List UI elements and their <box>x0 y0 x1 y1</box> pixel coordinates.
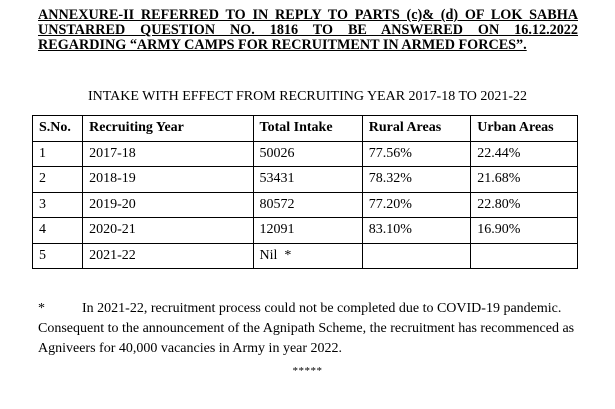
footnote <box>38 299 578 359</box>
cell-total-intake: 50026 <box>253 141 362 167</box>
document-heading <box>38 8 578 53</box>
cell-total-intake: 80572 <box>253 192 362 218</box>
cell-sno: 1 <box>33 141 83 167</box>
cell-urban-areas: 22.80% <box>471 192 578 218</box>
header-total-intake: Total Intake <box>253 116 362 142</box>
table-row <box>33 167 578 193</box>
cell-rural-areas: 78.32% <box>362 167 471 193</box>
intake-table <box>32 115 578 269</box>
table-header-row <box>33 116 578 142</box>
cell-urban-areas: 16.90% <box>471 218 578 244</box>
cell-rural-areas <box>362 243 471 269</box>
cell-recruiting-year: 2021-22 <box>83 243 253 269</box>
heading-line-3: REGARDING “ARMY CAMPS FOR RECRUITMENT IN ARMED FORCES”. <box>38 37 527 53</box>
cell-recruiting-year: 2017-18 <box>83 141 253 167</box>
cell-urban-areas <box>471 243 578 269</box>
cell-sno: 2 <box>33 167 83 193</box>
end-of-document-mark: ***** <box>292 365 323 377</box>
cell-urban-areas: 22.44% <box>471 141 578 167</box>
table-row <box>33 141 578 167</box>
cell-sno: 5 <box>33 243 83 269</box>
cell-rural-areas: 77.20% <box>362 192 471 218</box>
table-row <box>33 192 578 218</box>
cell-rural-areas: 83.10% <box>362 218 471 244</box>
cell-recruiting-year: 2019-20 <box>83 192 253 218</box>
header-rural-areas: Rural Areas <box>362 116 471 142</box>
table-row <box>33 243 578 269</box>
cell-urban-areas: 21.68% <box>471 167 578 193</box>
header-sno: S.No. <box>33 116 83 142</box>
cell-total-intake: Nil * <box>253 243 362 269</box>
cell-sno: 4 <box>33 218 83 244</box>
heading-line-1: ANNEXURE-II REFERRED TO IN REPLY TO PARTS (c)& (d) OF LOK SABHA <box>38 7 578 23</box>
cell-sno: 3 <box>33 192 83 218</box>
footnote-text: In 2021-22, recruitment process could not be completed due to COVID-19 pandemic. Consequent to the announcement of the Agnipath Scheme, the recruitment has recommenced as Agniveers for 40,000 vacancies in Army in year 2022. <box>38 301 575 356</box>
header-recruiting-year: Recruiting Year <box>83 116 253 142</box>
table-title: INTAKE WITH EFFECT FROM RECRUITING YEAR 2017-18 TO 2021-22 <box>87 89 528 104</box>
table-row <box>33 218 578 244</box>
header-urban-areas: Urban Areas <box>471 116 578 142</box>
cell-total-intake: 53431 <box>253 167 362 193</box>
heading-line-2: UNSTARRED QUESTION NO. 1816 TO BE ANSWERED ON 16.12.2022 <box>38 22 578 38</box>
cell-recruiting-year: 2020-21 <box>83 218 253 244</box>
cell-total-intake: 12091 <box>253 218 362 244</box>
footnote-marker: * <box>38 301 45 316</box>
cell-rural-areas: 77.56% <box>362 141 471 167</box>
cell-recruiting-year: 2018-19 <box>83 167 253 193</box>
